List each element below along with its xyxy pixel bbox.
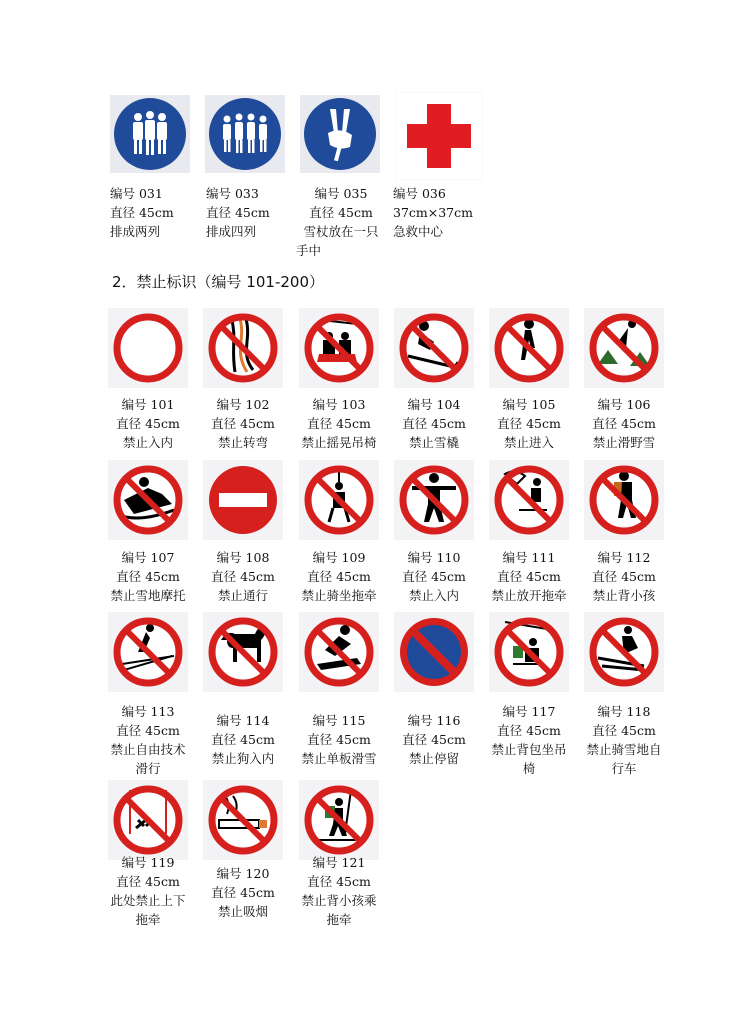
sign-031-two-columns — [110, 95, 190, 173]
sign-101-icon — [108, 308, 188, 388]
sign-description: 此处禁止上下 — [110, 893, 186, 908]
sign-118-icon — [584, 612, 664, 692]
sign-116-icon — [394, 612, 474, 692]
sign-size: 直径 45cm — [211, 732, 275, 747]
caption-111 — [479, 548, 579, 605]
sign-code: 编号 104 — [407, 397, 461, 412]
sign-code: 编号 115 — [312, 713, 366, 728]
sign-105-icon — [489, 308, 569, 388]
sign-description: 禁止进入 — [503, 435, 554, 450]
sign-size: 直径 45cm — [211, 885, 275, 900]
sign-035-poles-in-hand — [300, 95, 380, 173]
sign-code: 编号 111 — [502, 550, 556, 565]
sign-size: 直径 45cm — [307, 732, 371, 747]
sign-description: 椅 — [522, 761, 536, 776]
caption-112 — [574, 548, 674, 605]
sign-code: 编号 109 — [312, 550, 366, 565]
sign-113-icon — [108, 612, 188, 692]
caption-114 — [193, 711, 293, 768]
sign-code: 编号 120 — [216, 866, 270, 881]
sign-size: 直径 45cm — [116, 723, 180, 738]
sign-114-icon — [203, 612, 283, 692]
sign-121-icon — [299, 780, 379, 860]
sign-description: 禁止骑坐拖牵 — [301, 588, 377, 603]
caption-103 — [289, 395, 389, 452]
sign-code: 编号 103 — [312, 397, 366, 412]
caption-121 — [289, 853, 389, 929]
sign-size: 直径 45cm — [211, 416, 275, 431]
caption-109 — [289, 548, 389, 605]
sign-112-icon — [584, 460, 664, 540]
sign-119-icon — [108, 780, 188, 860]
sign-size: 直径 45cm — [307, 569, 371, 584]
sign-code: 编号 117 — [502, 704, 556, 719]
sign-code: 编号 105 — [502, 397, 556, 412]
sign-size: 直径 45cm — [116, 874, 180, 889]
sign-code: 编号 102 — [216, 397, 270, 412]
sign-code: 编号 106 — [597, 397, 651, 412]
caption-101 — [98, 395, 198, 452]
sign-111-icon — [489, 460, 569, 540]
sign-117-icon — [489, 612, 569, 692]
sign-description: 禁止放开拖牵 — [491, 588, 567, 603]
sign-description: 禁止雪橇 — [408, 435, 459, 450]
caption-110 — [384, 548, 484, 605]
sign-description: 拖牵 — [326, 912, 352, 927]
caption-119 — [98, 853, 198, 929]
caption-115 — [289, 711, 389, 768]
sign-size: 直径 45cm — [592, 723, 656, 738]
caption-102 — [193, 395, 293, 452]
sign-036-first-aid-cross — [395, 92, 483, 180]
sign-description: 禁止雪地摩托 — [110, 588, 186, 603]
caption-036: 编号 036 37cm×37cm 急救中心 — [393, 186, 473, 239]
caption-113 — [98, 702, 198, 778]
sign-115-icon — [299, 612, 379, 692]
sign-code: 编号 107 — [121, 550, 175, 565]
sign-code: 编号 108 — [216, 550, 270, 565]
sign-106-icon — [584, 308, 664, 388]
caption-108 — [193, 548, 293, 605]
caption-104 — [384, 395, 484, 452]
sign-size: 直径 45cm — [116, 416, 180, 431]
sign-size: 直径 45cm — [402, 732, 466, 747]
caption-031: 编号 031 直径 45cm 排成两列 — [110, 186, 174, 239]
sign-description: 禁止背小孩 — [592, 588, 656, 603]
sign-description: 拖牵 — [135, 912, 161, 927]
sign-code: 编号 118 — [597, 704, 651, 719]
caption-035: 编号 035 直径 45cm 雪杖放在一只 手中 — [296, 186, 379, 258]
sign-description: 禁止单板滑雪 — [301, 751, 377, 766]
sign-code: 编号 110 — [407, 550, 461, 565]
sign-code: 编号 119 — [121, 855, 175, 870]
caption-118 — [574, 702, 674, 778]
caption-120 — [193, 864, 293, 921]
sign-code: 编号 101 — [121, 397, 175, 412]
sign-description: 滑行 — [135, 761, 161, 776]
sign-110-icon — [394, 460, 474, 540]
sign-code: 编号 113 — [121, 704, 175, 719]
sign-description: 禁止入内 — [122, 435, 173, 450]
sign-107-icon — [108, 460, 188, 540]
sign-size: 直径 45cm — [402, 569, 466, 584]
sign-108-icon — [203, 460, 283, 540]
sign-description: 禁止入内 — [408, 588, 459, 603]
sign-description: 禁止摇晃吊椅 — [301, 435, 377, 450]
sign-102-icon — [203, 308, 283, 388]
sign-size: 直径 45cm — [402, 416, 466, 431]
caption-106 — [574, 395, 674, 452]
caption-105 — [479, 395, 579, 452]
sign-description: 禁止滑野雪 — [592, 435, 656, 450]
sign-size: 直径 45cm — [592, 416, 656, 431]
sign-size: 直径 45cm — [592, 569, 656, 584]
sign-size: 直径 45cm — [497, 416, 561, 431]
sign-120-icon — [203, 780, 283, 860]
sign-description: 禁止通行 — [217, 588, 268, 603]
sign-size: 直径 45cm — [307, 874, 371, 889]
caption-116 — [384, 711, 484, 768]
sign-size: 直径 45cm — [211, 569, 275, 584]
caption-117 — [479, 702, 579, 778]
sign-104-icon — [394, 308, 474, 388]
caption-107 — [98, 548, 198, 605]
sign-code: 编号 121 — [312, 855, 366, 870]
sign-description: 禁止吸烟 — [217, 904, 268, 919]
sign-109-icon — [299, 460, 379, 540]
sign-code: 编号 116 — [407, 713, 461, 728]
sign-code: 编号 112 — [597, 550, 651, 565]
sign-size: 直径 45cm — [307, 416, 371, 431]
sign-size: 直径 45cm — [497, 569, 561, 584]
sign-103-icon — [299, 308, 379, 388]
sign-description: 行车 — [611, 761, 637, 776]
sign-033-four-columns — [205, 95, 285, 173]
sign-description: 禁止骑雪地自 — [586, 742, 662, 757]
sign-description: 禁止自由技术 — [110, 742, 186, 757]
sign-description: 禁止停留 — [408, 751, 459, 766]
sign-size: 直径 45cm — [497, 723, 561, 738]
sign-description: 禁止转弯 — [217, 435, 268, 450]
sign-description: 禁止背包坐吊 — [491, 742, 567, 757]
caption-033: 编号 033 直径 45cm 排成四列 — [206, 186, 270, 239]
sign-description: 禁止狗入内 — [211, 751, 275, 766]
section-title: 2．禁止标识（编号 101-200） — [112, 273, 324, 291]
sign-code: 编号 114 — [216, 713, 270, 728]
sign-description: 禁止背小孩乘 — [301, 893, 377, 908]
sign-size: 直径 45cm — [116, 569, 180, 584]
